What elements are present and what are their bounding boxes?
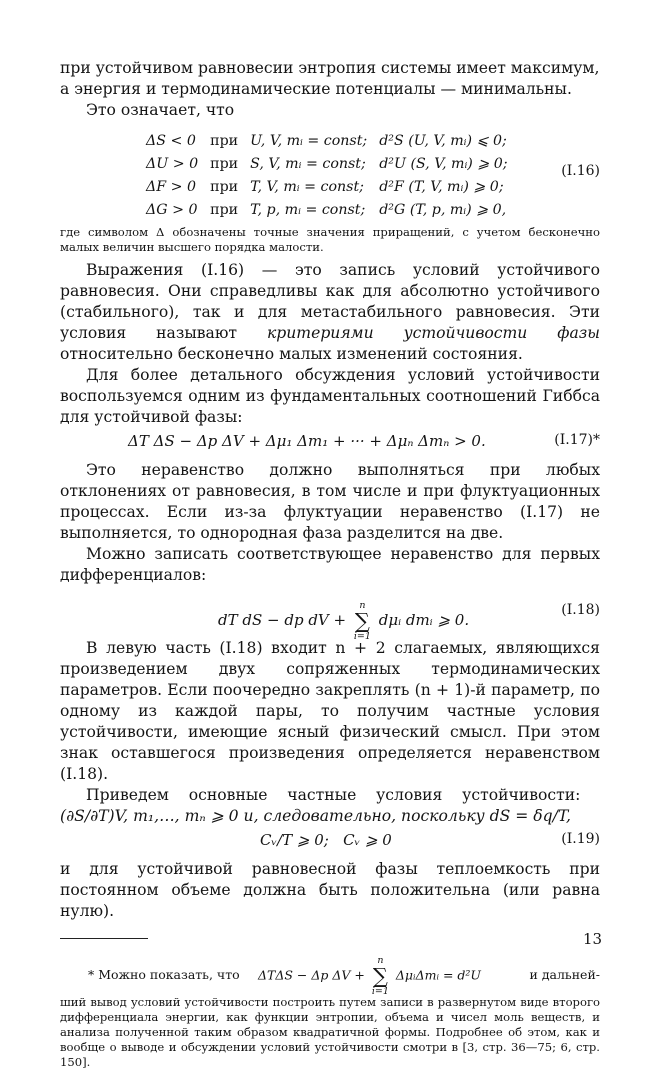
equation-I17 [60,432,600,456]
sum-upper-limit: n [359,600,366,611]
paragraph-first-differentials: Можно записать соответствующее неравенство для первых дифференциалов: [60,545,600,584]
paragraph-heat-capacity: и для устойчивой равновесной фазы теплоемкость при постоянном объеме должна быть положительна (или равна нулю). [60,860,600,920]
footnote-formula-line [60,951,600,995]
condition-lhs: ΔG > 0 [146,201,198,218]
intro-line-1: при устойчивом равновесии энтропия системы имеет максимум, [60,59,600,77]
footnote-formula-left: ΔTΔS − Δp ΔV + [258,967,365,983]
equation-I18 [60,588,600,642]
equation-body: Cᵥ/T ⩾ 0; Cᵥ ⩾ 0 [260,831,392,849]
condition-row [140,175,514,198]
equation-I19 [60,831,600,855]
term-stability-criteria: критериями устойчивости фазы [266,324,600,342]
sum-lower-limit: i=1 [371,986,389,997]
stability-conditions-table [140,129,514,221]
summation-symbol: n ∑ i=1 [371,955,389,997]
condition-vars: S, V, mᵢ = const; [250,155,366,172]
condition-row [140,129,514,152]
footnote-formula-right: ΔμᵢΔmᵢ = d²U [395,967,481,983]
condition-lhs: ΔU > 0 [146,155,199,172]
footnote-body: ший вывод условий устойчивости построить путем записи в развернутом виде второго дифференциала энергии, как функции энтропии, объема и чисел моль веществ, и анализа полученной таким образом квадратичной формы. Подробнее об этом, как и вообще о выводе и обсуждении условий устойчивости смотри в [3, стр. 36—75; 6, стр. 150]. [60,995,600,1069]
paragraph-n-plus-2: В левую часть (I.18) входит n + 2 слагаемых, являющихся произведением двух сопряженных термодинамических параметров. Если поочередно закреплять (n + 1)-й параметр, по одному из каждой пары, то получим частные условия устойчивости, имеющие ясный физический смысл. При этом знак оставшегося произведения определяется неравенством (I.18). [60,639,600,783]
condition-row [140,152,514,175]
condition-vars: T, p, mᵢ = const; [250,201,366,218]
equation-number: (I.17)* [554,432,600,448]
condition-at: при [210,201,239,218]
paragraph-text: относительно бесконечно малых изменений состояния. [60,345,523,363]
condition-row [140,198,514,221]
paragraph-stability-criteria [60,260,600,365]
sum-lower-limit: i=1 [353,631,371,642]
condition-vars: T, V, mᵢ = const; [250,178,364,195]
paragraph-text: Выражения (I.16) — это запись условий устойчивого равновесия. Они справедливы как для абсолютно устойчивого (стабильного), так и для метастабильного равновесия. Эти условия называют [60,261,600,342]
equation-right: dμᵢ dmᵢ ⩾ 0. [378,611,470,629]
page-number: 13 [583,930,603,948]
footnote-tail: и дальней- [529,967,600,982]
footnote-formula [258,955,481,997]
footnote-divider [60,938,148,939]
condition-lhs: ΔF > 0 [146,178,197,195]
sum-upper-limit: n [377,955,384,966]
condition-lhs: ΔS < 0 [146,132,196,149]
intro-line-2: а энергия и термодинамические потенциалы — минимальны. [60,80,572,98]
equation-number: (I.18) [561,602,600,618]
condition-vars: U, V, mᵢ = const; [250,132,368,149]
condition-diff: d²U (S, V, mᵢ) ⩾ 0; [379,155,508,172]
summation-symbol: n ∑ i=1 [353,600,371,642]
condition-at: при [210,132,239,149]
condition-diff: d²G (T, p, mᵢ) ⩾ 0, [379,201,507,218]
equation-number: (I.19) [561,831,600,847]
paragraph-gibbs: Для более детального обсуждения условий устойчивости воспользуемся одним из фундаментальных соотношений Гиббса для устойчивой фазы: [60,366,600,426]
intro-line-3: Это означает, что [86,101,235,119]
condition-at: при [210,155,239,172]
condition-diff: d²F (T, V, mᵢ) ⩾ 0; [379,178,504,195]
equation-number-I16: (I.16) [561,163,600,179]
where-note: где символом Δ обозначены точные значения приращений, с учетом бесконечно малых величин высшего порядка малости. [60,225,600,254]
equation-block-I16 [60,129,600,221]
page-body [60,58,603,1070]
paragraph-partial-conditions-1: Приведем основные частные условия устойчивости: [86,786,581,804]
paragraph-partial-conditions-2: (∂S/∂T)V, m₁,…, mₙ ⩾ 0 и, следовательно, поскольку dS = δq/T, [60,807,571,825]
paragraph-fluctuations: Это неравенство должно выполняться при любых отклонениях от равновесия, в том числе и при флуктуационных процессах. Если из-за флуктуации неравенство (I.17) не выполняется, то однородная фаза разделится на две. [60,461,600,542]
footnote-lead: * Можно показать, что [88,967,240,982]
equation-left: dT dS − dp dV + [218,611,347,629]
equation-body [218,600,469,642]
equation-body: ΔT ΔS − Δp ΔV + Δμ₁ Δm₁ + ··· + Δμₙ Δmₙ > 0. [128,432,486,450]
condition-at: при [210,178,239,195]
condition-diff: d²S (U, V, mᵢ) ⩽ 0; [379,132,507,149]
